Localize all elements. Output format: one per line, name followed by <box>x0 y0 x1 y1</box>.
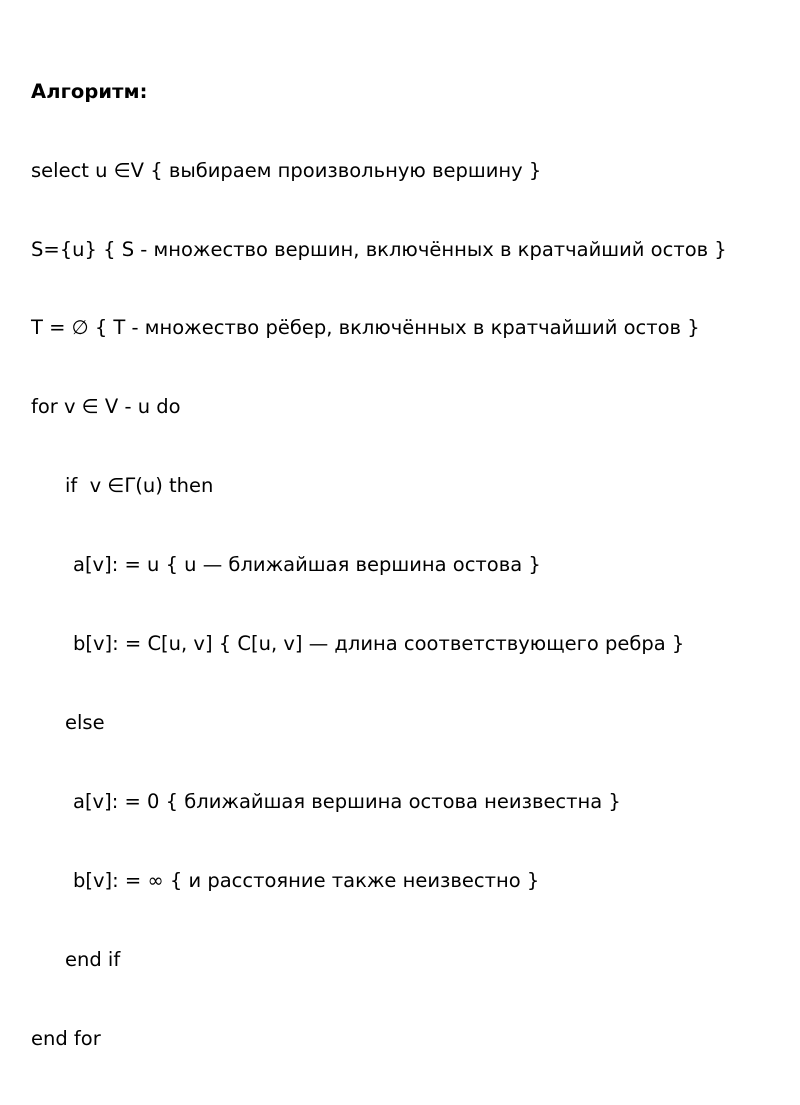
algorithm-line-10: b[v]: = ∞ { и расстояние также неизвестно } <box>73 869 540 892</box>
algorithm-line-1: select u ∈V { выбираем произвольную вершину } <box>31 158 542 182</box>
algorithm-title: Алгоритм: <box>31 79 148 103</box>
algorithm-line-11: end if <box>65 947 121 971</box>
algorithm-text-block <box>31 26 776 1105</box>
algorithm-line-9: a[v]: = 0 { ближайшая вершина остова неизвестна } <box>73 790 621 814</box>
algorithm-line-5: if v ∈Γ(u) then <box>65 474 214 498</box>
algorithm-line-8: else <box>65 711 105 735</box>
algorithm-line-12: end for <box>31 1026 101 1050</box>
algorithm-line-6: a[v]: = u { u — ближайшая вершина остова } <box>73 553 541 577</box>
algorithm-line-2: S={u} { S - множество вершин, включённых в кратчайший остов } <box>31 237 727 261</box>
algorithm-line-7: b[v]: = C[u, v] { C[u, v] — длина соответствующего ребра } <box>73 632 685 656</box>
algorithm-line-4: for v ∈ V - u do <box>31 395 181 419</box>
algorithm-line-3: T = ∅ { T - множество рёбер, включённых в кратчайший остов } <box>31 316 700 340</box>
